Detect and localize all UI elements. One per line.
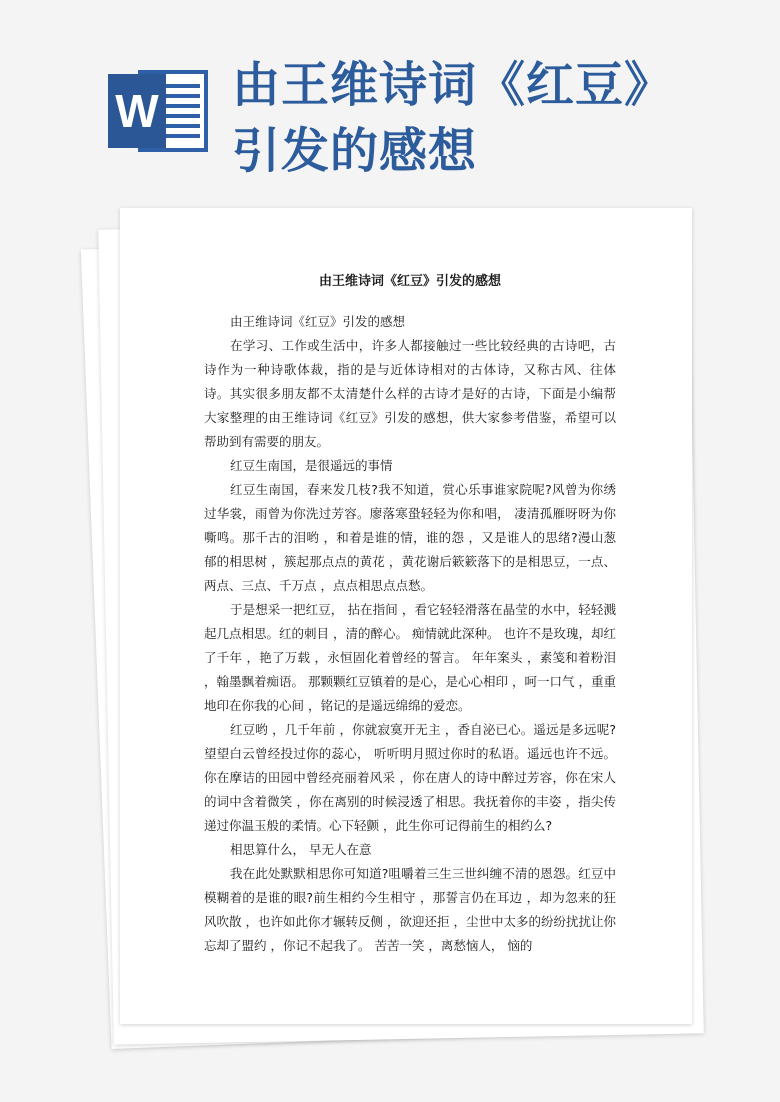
document-body: [204, 272, 616, 958]
paragraph: 由王维诗词《红豆》引发的感想: [230, 314, 406, 329]
word-icon-line: [160, 84, 200, 88]
page-title: 由王维诗词《红豆》引发的感想: [232, 57, 674, 179]
word-icon-line: [160, 114, 200, 118]
paragraph: 红豆生南国，春来发几枝?我不知道，赏心乐事谁家院呢?风曾为你绣过华裳，雨曾为你洗过芳容。廖落寒蛩轻轻为你和唱， 凄清孤雁呀呀为你嘶鸣。那千古的泪哟 ，和着是谁的情，谁的怨 ，又是谁人的思绪?漫山葱郁的相思树 ，簇起那点点的黄花 ，黄花谢后簌簌落下的是相思豆，一点、两点、三点、千万点 ，点点相思点点愁。: [204, 482, 616, 593]
paragraph: 在学习、工作或生活中，许多人都接触过一些比较经典的古诗吧，古诗作为一种诗歌体裁，指的是与近体诗相对的古体诗，又称古风、往体诗。其实很多朋友都不太清楚什么样的古诗才是好的古诗，下面是小编帮大家整理的由王维诗词《红豆》引发的感想，供大家参考借鉴，希望可以帮助到有需要的朋友。: [204, 338, 616, 449]
word-icon-line: [160, 94, 200, 98]
paragraph: 于是想采一把红豆， 拈在指间 ，看它轻轻滑落在晶莹的水中，轻轻溅起几点相思。红的刺目 ，清的醉心。 痴情就此深种。 也许不是玫瑰，却红了千年 ，艳了万载 ，永恒固化着曾经的誓言。 年年案头 ，素笺和着粉泪 ，翰墨飘着痴语。 那颗颗红豆镇着的是心，是心心相印 ，呵一口气 ，重重地印在你我的心间 ，铭记的是遥远绵绵的爱恋。: [204, 602, 616, 713]
document-title: 由王维诗词《红豆》引发的感想: [318, 274, 501, 289]
paragraph: 相思算什么， 早无人在意: [230, 842, 372, 857]
word-icon-line: [160, 134, 200, 138]
word-icon: [108, 70, 208, 152]
word-icon-line: [160, 104, 200, 108]
word-icon-line: [160, 124, 200, 128]
paragraph: 红豆生南国，是很遥远的事情: [230, 458, 393, 473]
word-icon-letter: W: [108, 74, 166, 148]
paragraph: 我在此处默默相思你可知道?咀嚼着三生三世纠缠不清的恩怨。红豆中模糊着的是谁的眼?前生相约今生相守 ，那誓言仍在耳边 ，却为忽来的狂风吹散 ，也许如此你才辗转反侧 ，欲迎还拒 ，尘世中太多的纷纷扰扰让你忘却了盟约 ，你记不起我了。 苦苦一笑 ，离愁恼人， 恼的: [204, 866, 616, 953]
paragraph: 红豆哟 ，几千年前 ，你就寂寞开无主 ，香自泌已心。遥远是多远呢?望望白云曾经投过你的蕊心， 听听明月照过你时的私语。遥远也许不远。你在摩诘的田园中曾经亮丽着风采 ，你在唐人的诗中醉过芳容，你在宋人的词中含着微笑 ，你在离别的时候浸透了相思。我抚着你的丰姿 ，指尖传递过你温玉般的柔情。心下轻颤 ，此生你可记得前生的相约么?: [204, 722, 616, 833]
